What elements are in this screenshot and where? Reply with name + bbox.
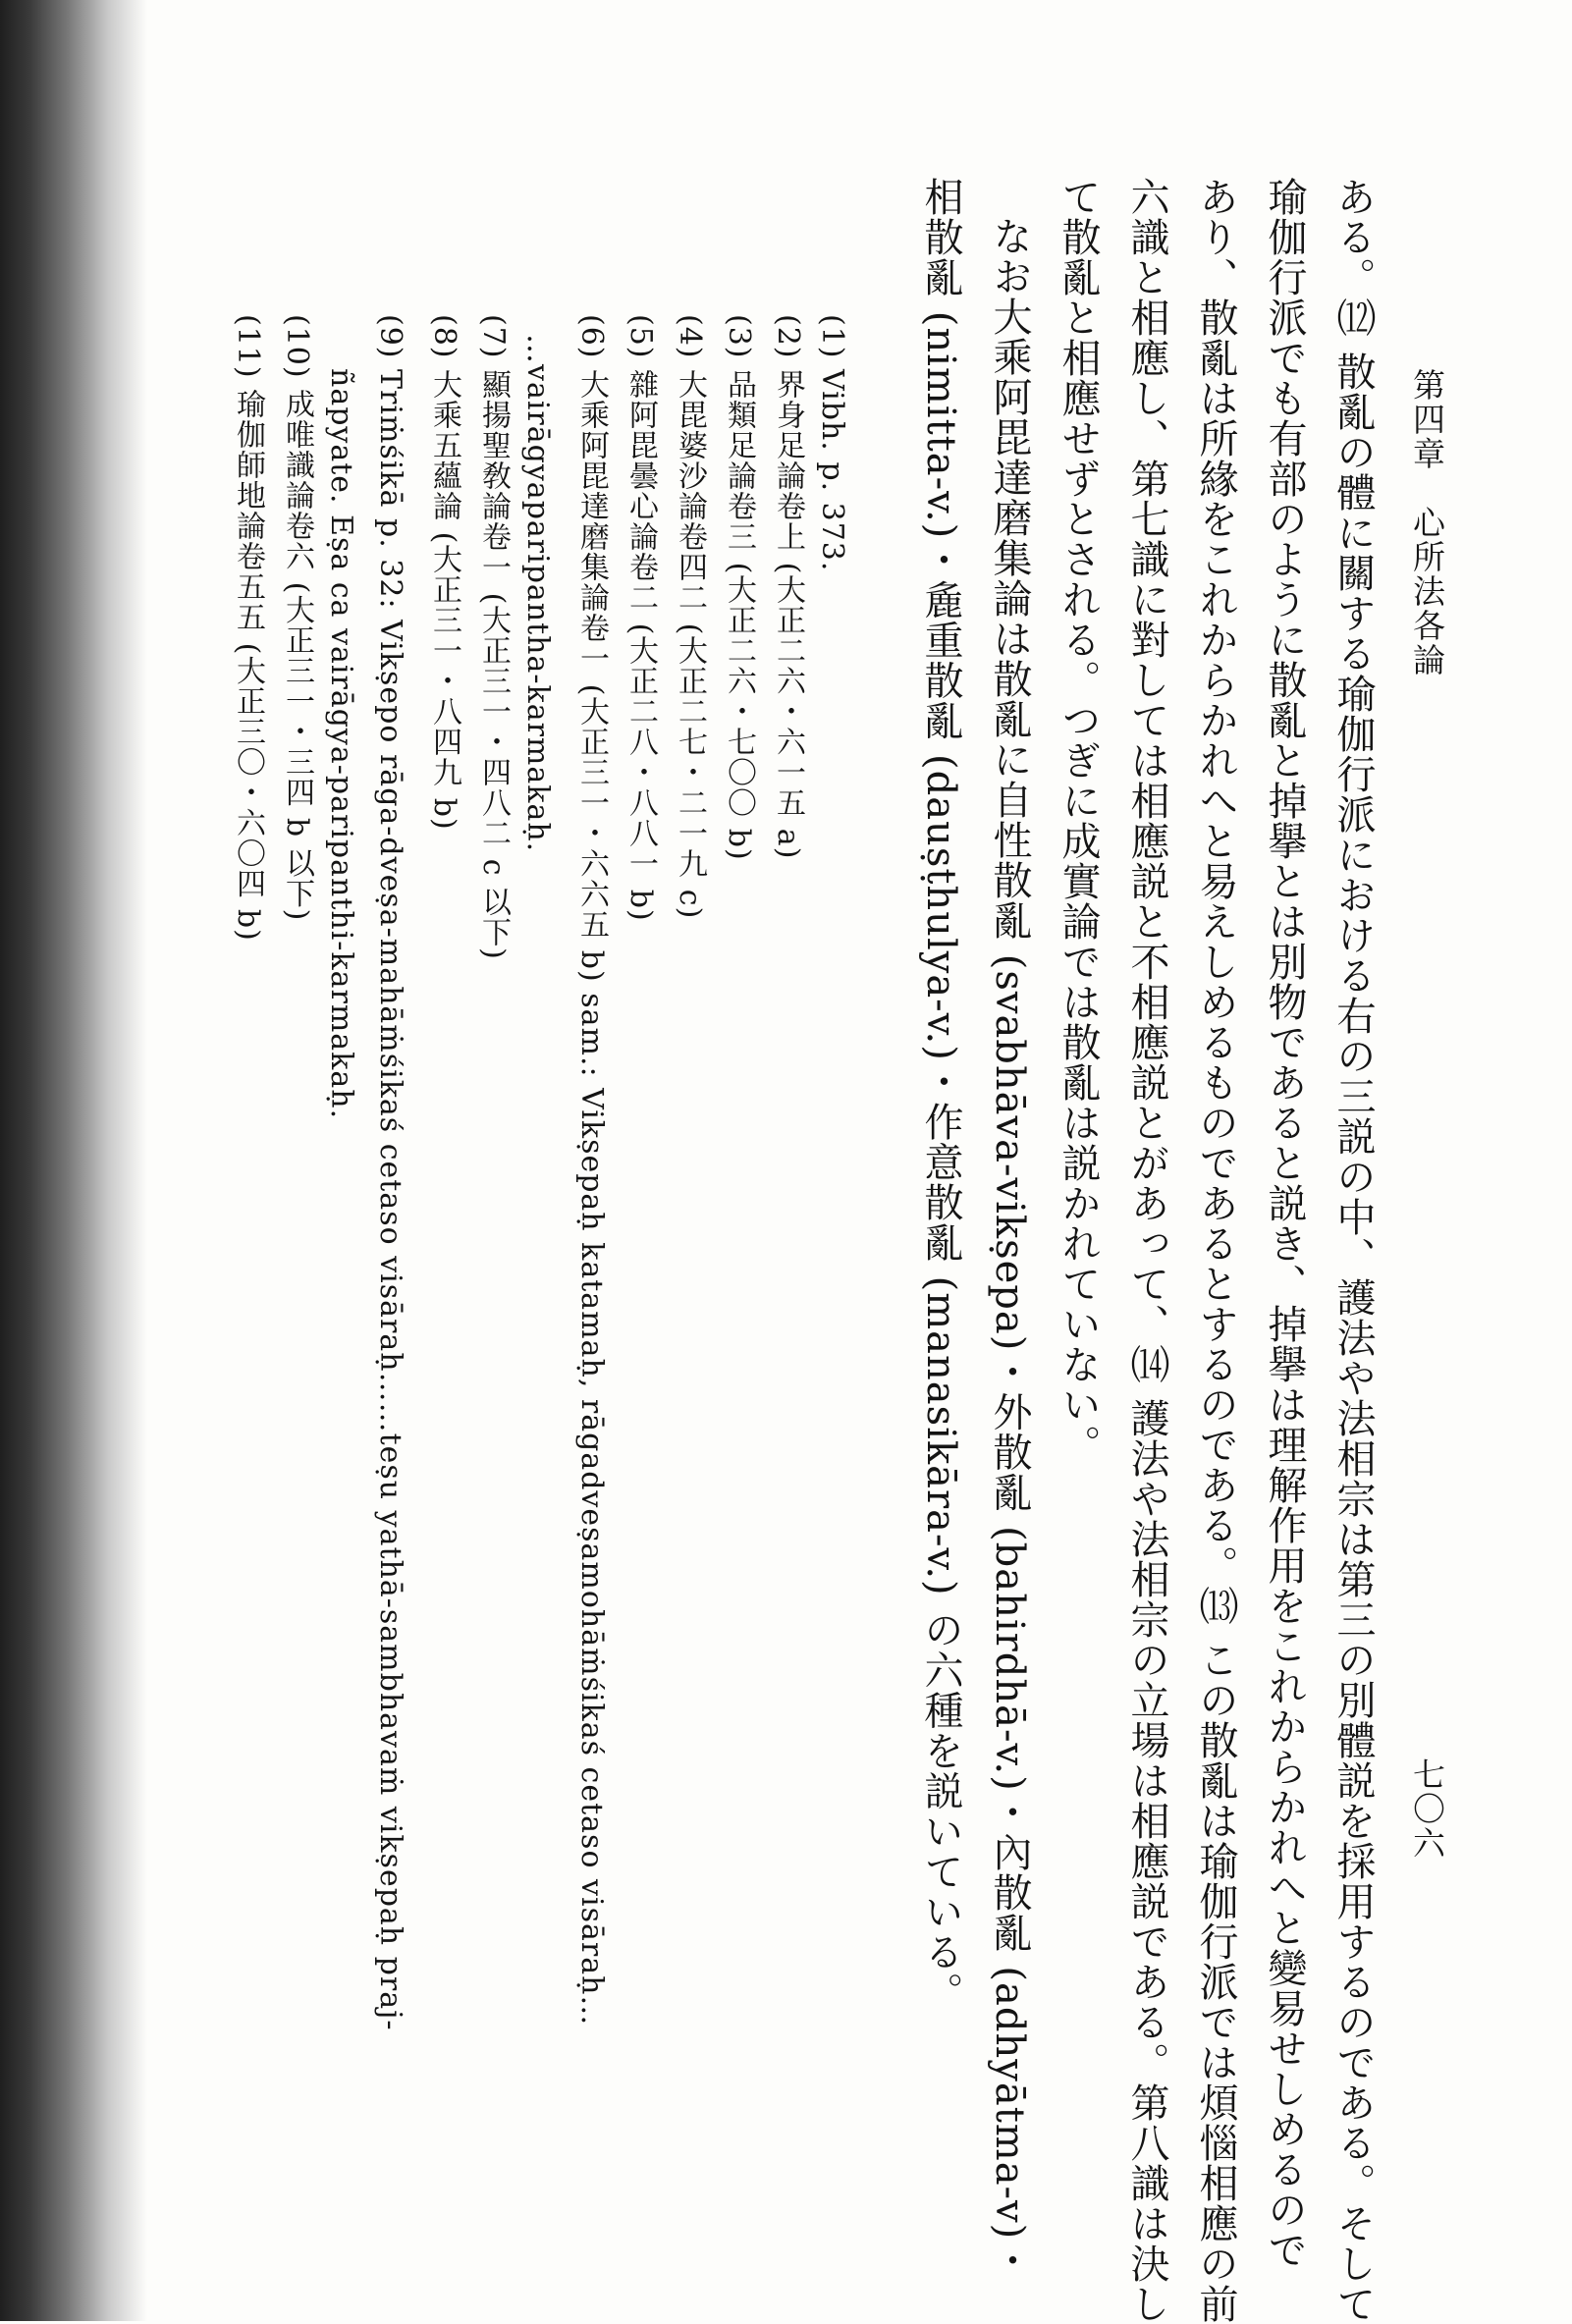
body-line-5: て散亂と相應せずとされる。つぎに成實論では散亂は説かれていない。 [1056,177,1101,1465]
page-number: 七〇六 [1408,1757,1446,1861]
running-header: 第四章 心所法各論 [1408,368,1446,677]
note-9: (9) Triṁśikā p. 32: Vikṣepo rāga-dveṣa-mahāṁśikaś cetaso visāraḥ……teṣu yathā-sambhavaṁ vikṣepaḥ praj- [373,314,407,2031]
note-4: (4) 大毘婆沙論卷四二 (大正二七・二一九 c) [673,314,707,920]
note-10: (10) 成唯識論卷六 (大正三一・三四 b 以下) [280,314,314,922]
body-line-6: なお大乘阿毘達磨集論は散亂に自性散亂 (svabhāva-vikṣepa)・外散亂 (bahirdhā-v.)・內散亂 (adhyātma-v)・ [987,216,1032,2281]
note-2: (2) 界身足論卷上 (大正二六・六一五 a) [771,314,805,860]
note-11: (11) 瑜伽師地論卷五五 (大正三〇・六〇四 b) [231,314,265,942]
body-line-7: 相散亂 (nimitta-v.)・麁重散亂 (dauṣṭhulya-v.)・作意散亂 (manasikāra-v.) の六種を説いている。 [918,177,963,2013]
note-9-continued: ñapyate. Eṣa ca vairāgya-paripanthi-karmakaḥ. [324,368,358,1120]
note-1: (1) Vibh. p. 373. [815,314,849,572]
note-3: (3) 品類足論卷三 (大正二六・七〇〇 b) [722,314,756,861]
body-line-4: 六識と相應し、第七識に對しては相應説と不相應説とがあって、⒁ 護法や法相宗の立場は相應説である。第八識は決し [1124,177,1169,2324]
body-line-3: あり、散亂は所緣をこれからかれへと易えしめるものであるとするのである。⒀ この散亂は瑜伽行派では煩惱相應の前 [1193,177,1238,2324]
note-8: (8) 大乘五蘊論 (大正三一・八四九 b) [427,314,461,831]
body-line-1: ある。⑿ 散亂の體に關する瑜伽行派における右の三説の中、護法や法相宗は第三の別體説を採用するのである。そして [1330,177,1376,2324]
note-6: (6) 大乘阿毘達磨集論卷一 (大正三一・六六五 b) sam.: Vikṣepaḥ katamaḥ, rāgadveṣamohāṁśikaś cetaso visāraḥ… [574,314,609,2027]
note-6-continued: …vairāgyaparipantha-karmakaḥ. [520,334,555,853]
scan-shadow-edge [0,0,147,2321]
body-line-2: 瑜伽行派でも有部のように散亂と掉擧とは別物であると説き、掉擧は理解作用をこれからかれへと變易せしめるので [1262,177,1307,2270]
note-7: (7) 顯揚聖敎論卷一 (大正三一・四八二 c 以下) [476,314,511,960]
note-5: (5) 雜阿毘曇心論卷二 (大正二八・八八一 b) [623,314,658,922]
